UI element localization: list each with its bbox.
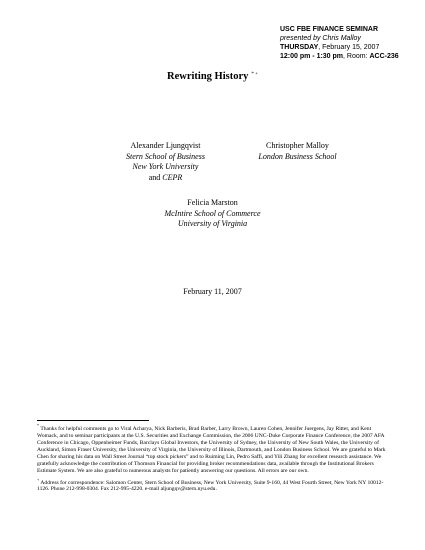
seminar-series: USC FBE FINANCE SEMINAR xyxy=(280,26,379,33)
paper-title-line xyxy=(0,71,425,82)
footnote-text: Address for correspondence: Salomon Center, Stern School of Business, New York University, Suite 9-160, 44 West Fourth Street, New York NY 10012-1126. Phone 212-998-0304. Fax 212-995-4220. e-mail aljungqv@stern.nyu.edu. xyxy=(37,479,384,493)
author-affiliation: Stern School of Business xyxy=(126,151,205,161)
paper-date: February 11, 2007 xyxy=(183,287,242,296)
author-affiliation: London Business School xyxy=(258,151,337,161)
author-name: Felicia Marston xyxy=(187,198,238,207)
footnotes xyxy=(37,422,392,494)
footnote xyxy=(37,422,392,476)
author-name: Alexander Ljungqvist xyxy=(130,141,201,150)
footnote-divider xyxy=(37,420,149,421)
author-name: Christopher Malloy xyxy=(266,141,329,150)
author-affiliation-line xyxy=(98,173,233,184)
author-affiliation: University of Virginia xyxy=(177,219,248,228)
author-block-1 xyxy=(98,141,233,183)
footnote-mark: * xyxy=(37,423,39,428)
title-footnote-marks: * + xyxy=(251,71,258,77)
seminar-header xyxy=(280,25,420,61)
seminar-time: 12:00 pm - 1:30 pm xyxy=(280,53,344,60)
footnote xyxy=(37,476,392,494)
seminar-day: THURSDAY xyxy=(280,44,319,51)
seminar-room-label: , Room: xyxy=(343,53,370,60)
seminar-date-line xyxy=(280,43,420,52)
author-affiliation-prefix: and xyxy=(148,172,163,182)
seminar-time-line xyxy=(280,52,420,61)
seminar-date: , February 15, 2007 xyxy=(318,44,380,51)
seminar-room: ACC-236 xyxy=(369,53,399,60)
author-block-2 xyxy=(235,141,360,162)
author-affiliation: New York University xyxy=(132,162,199,171)
footnote-text: Thanks for helpful comments go to Viral Acharya, Nick Barberis, Brad Barber, Larry Brown, Lauren Cohen, Jennifer Juergens, Jay Ritter, and Kent Womack, and to seminar participants at the U.S. Securities and Exchange Commission, the 2006 UNC-Duke Corporate Finance Conference, the 2007 AFA Conference in Chicago, Oppenheimer Funds, Barclays Global Investors, the University of Sydney, the University of New South Wales, the University of Auckland, Simon Fraser University, the University of Virginia, the University of Illinois, Dartmouth, and London Business School. We are grateful to Mark Chen for sharing his data on Wall Street Journal “top stock pickers” and to Ruiming Lin, Pedro Saffi, and Yili Zhang for excellent research assistance. We gratefully acknowledge the contribution of Thomson Financial for providing broker recommendations data, available through the Institutional Brokers Estimate System. We are also grateful to numerous analysts for patiently answering our questions. All errors are our own. xyxy=(37,425,386,475)
paper-title: Rewriting History xyxy=(167,71,249,82)
footnote-mark: + xyxy=(37,476,40,482)
author-affiliation: CEPR xyxy=(162,172,183,182)
author-affiliation: McIntire School of Commerce xyxy=(164,208,261,218)
author-block-3 xyxy=(140,198,285,230)
seminar-presenter: presented by Chris Malloy xyxy=(280,35,361,42)
